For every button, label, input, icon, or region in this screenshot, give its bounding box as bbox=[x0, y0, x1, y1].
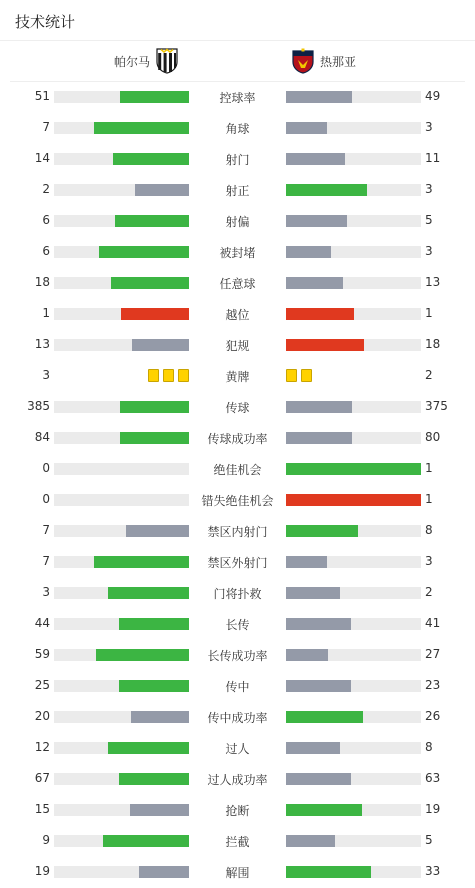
stat-row bbox=[0, 144, 475, 175]
away-bar-fill bbox=[286, 494, 421, 506]
stat-row bbox=[0, 547, 475, 578]
stat-label: 射偏 bbox=[225, 215, 250, 229]
away-bar-track bbox=[286, 339, 421, 351]
away-value: 2 bbox=[425, 368, 433, 382]
home-team bbox=[114, 41, 178, 81]
stat-row bbox=[0, 578, 475, 609]
stat-row bbox=[0, 206, 475, 237]
away-bar-fill bbox=[286, 308, 354, 320]
away-value: 18 bbox=[425, 337, 441, 351]
away-value: 5 bbox=[425, 213, 433, 227]
stat-row bbox=[0, 237, 475, 268]
away-bar-fill bbox=[286, 215, 347, 227]
away-bar-track bbox=[286, 463, 421, 475]
stat-label: 绝佳机会 bbox=[213, 463, 262, 477]
home-yellow-cards bbox=[148, 369, 189, 382]
home-bar-fill bbox=[96, 649, 189, 661]
stat-label: 射门 bbox=[225, 153, 250, 167]
away-bar-track bbox=[286, 711, 421, 723]
away-bar-track bbox=[286, 91, 421, 103]
home-value: 13 bbox=[34, 337, 50, 351]
home-bar-fill bbox=[135, 184, 189, 196]
stat-label: 门将扑救 bbox=[213, 587, 262, 601]
home-value: 51 bbox=[34, 89, 50, 103]
stat-label: 黄牌 bbox=[225, 370, 250, 384]
stat-row bbox=[0, 733, 475, 764]
away-team bbox=[292, 41, 356, 81]
home-bar-track bbox=[54, 587, 189, 599]
stat-label: 传球成功率 bbox=[207, 432, 268, 446]
home-bar-track bbox=[54, 153, 189, 165]
away-bar-fill bbox=[286, 866, 371, 878]
home-bar-track bbox=[54, 804, 189, 816]
stat-row bbox=[0, 609, 475, 640]
away-value: 1 bbox=[425, 306, 433, 320]
stat-label: 抢断 bbox=[225, 804, 250, 818]
home-value: 44 bbox=[34, 616, 50, 630]
home-value: 14 bbox=[34, 151, 50, 165]
away-bar-track bbox=[286, 618, 421, 630]
stat-label: 传中成功率 bbox=[207, 711, 268, 725]
home-bar-track bbox=[54, 215, 189, 227]
home-value: 20 bbox=[34, 709, 50, 723]
home-team-name: 帕尔马 bbox=[113, 54, 150, 69]
stat-row bbox=[0, 423, 475, 454]
yellow-card-icon bbox=[286, 369, 297, 382]
away-value: 2 bbox=[425, 585, 433, 599]
home-value: 2 bbox=[42, 182, 50, 196]
away-bar-fill bbox=[286, 525, 358, 537]
home-bar-fill bbox=[94, 556, 189, 568]
stat-row bbox=[0, 485, 475, 516]
stat-label: 禁区内射门 bbox=[207, 525, 268, 539]
away-value: 49 bbox=[425, 89, 441, 103]
stat-row bbox=[0, 82, 475, 113]
away-value: 3 bbox=[425, 182, 433, 196]
home-value: 3 bbox=[42, 585, 50, 599]
away-value: 1 bbox=[425, 492, 433, 506]
away-value: 27 bbox=[425, 647, 441, 661]
stat-label: 错失绝佳机会 bbox=[201, 494, 274, 508]
stat-label: 角球 bbox=[225, 122, 250, 136]
away-value: 8 bbox=[425, 523, 433, 537]
yellow-card-icon bbox=[301, 369, 312, 382]
away-bar-track bbox=[286, 308, 421, 320]
home-bar-fill bbox=[99, 246, 189, 258]
home-value: 15 bbox=[34, 802, 50, 816]
away-value: 41 bbox=[425, 616, 441, 630]
away-bar-fill bbox=[286, 773, 351, 785]
home-bar-track bbox=[54, 432, 189, 444]
away-bar-track bbox=[286, 649, 421, 661]
stat-label: 过人成功率 bbox=[207, 773, 268, 787]
away-bar-fill bbox=[286, 649, 328, 661]
home-bar-track bbox=[54, 742, 189, 754]
home-bar-fill bbox=[120, 432, 189, 444]
away-bar-fill bbox=[286, 153, 345, 165]
home-bar-fill bbox=[103, 835, 189, 847]
yellow-card-icon bbox=[148, 369, 159, 382]
home-bar-track bbox=[54, 711, 189, 723]
home-bar-fill bbox=[113, 153, 189, 165]
away-value: 26 bbox=[425, 709, 441, 723]
home-bar-fill bbox=[119, 618, 189, 630]
home-value: 0 bbox=[42, 461, 50, 475]
away-value: 80 bbox=[425, 430, 441, 444]
away-value: 33 bbox=[425, 864, 441, 878]
stat-label: 禁区外射门 bbox=[207, 556, 268, 570]
home-bar-track bbox=[54, 463, 189, 475]
away-bar-fill bbox=[286, 742, 340, 754]
stat-label: 拦截 bbox=[225, 835, 250, 849]
away-bar-track bbox=[286, 494, 421, 506]
home-value: 84 bbox=[34, 430, 50, 444]
away-value: 3 bbox=[425, 120, 433, 134]
stat-row bbox=[0, 795, 475, 826]
home-bar-track bbox=[54, 618, 189, 630]
stat-label: 传球 bbox=[225, 401, 250, 415]
home-bar-track bbox=[54, 401, 189, 413]
home-bar-fill bbox=[119, 680, 189, 692]
stat-label: 任意球 bbox=[219, 277, 256, 291]
away-bar-track bbox=[286, 587, 421, 599]
home-bar-fill bbox=[121, 308, 189, 320]
page-title: 技术统计 bbox=[15, 13, 76, 31]
away-bar-track bbox=[286, 122, 421, 134]
stat-row bbox=[0, 299, 475, 330]
away-bar-track bbox=[286, 866, 421, 878]
away-value: 11 bbox=[425, 151, 441, 165]
away-bar-fill bbox=[286, 835, 335, 847]
stat-label: 越位 bbox=[225, 308, 250, 322]
away-bar-fill bbox=[286, 804, 362, 816]
genoa-crest-icon bbox=[292, 48, 314, 74]
home-value: 25 bbox=[34, 678, 50, 692]
home-value: 59 bbox=[34, 647, 50, 661]
away-bar-fill bbox=[286, 587, 340, 599]
away-bar-fill bbox=[286, 91, 352, 103]
stat-row bbox=[0, 857, 475, 888]
away-bar-track bbox=[286, 556, 421, 568]
home-bar-track bbox=[54, 184, 189, 196]
away-bar-fill bbox=[286, 711, 363, 723]
stat-row bbox=[0, 671, 475, 702]
home-bar-fill bbox=[139, 866, 189, 878]
home-bar-track bbox=[54, 649, 189, 661]
home-value: 6 bbox=[42, 213, 50, 227]
stat-row bbox=[0, 392, 475, 423]
home-bar-track bbox=[54, 773, 189, 785]
away-bar-fill bbox=[286, 184, 367, 196]
home-bar-fill bbox=[108, 587, 189, 599]
home-bar-track bbox=[54, 91, 189, 103]
home-bar-fill bbox=[94, 122, 189, 134]
home-bar-fill bbox=[115, 215, 189, 227]
away-value: 19 bbox=[425, 802, 441, 816]
parma-crest-icon bbox=[156, 48, 178, 74]
stat-row bbox=[0, 268, 475, 299]
away-value: 1 bbox=[425, 461, 433, 475]
away-bar-track bbox=[286, 835, 421, 847]
away-bar-fill bbox=[286, 618, 351, 630]
stats-list bbox=[0, 82, 475, 888]
home-bar-fill bbox=[108, 742, 189, 754]
stat-label: 犯规 bbox=[225, 339, 250, 353]
home-bar-fill bbox=[132, 339, 189, 351]
home-bar-fill bbox=[111, 277, 189, 289]
away-bar-fill bbox=[286, 122, 327, 134]
home-bar-fill bbox=[130, 804, 189, 816]
home-bar-track bbox=[54, 525, 189, 537]
away-bar-track bbox=[286, 525, 421, 537]
home-bar-fill bbox=[131, 711, 189, 723]
away-bar-track bbox=[286, 742, 421, 754]
away-value: 63 bbox=[425, 771, 441, 785]
home-bar-track bbox=[54, 866, 189, 878]
home-bar-track bbox=[54, 246, 189, 258]
away-value: 375 bbox=[425, 399, 448, 413]
home-bar-fill bbox=[120, 401, 189, 413]
home-bar-fill bbox=[120, 91, 189, 103]
away-bar-fill bbox=[286, 277, 343, 289]
home-value: 7 bbox=[42, 523, 50, 537]
yellow-card-icon bbox=[178, 369, 189, 382]
away-bar-track bbox=[286, 277, 421, 289]
away-bar-track bbox=[286, 184, 421, 196]
stat-label: 过人 bbox=[225, 742, 250, 756]
stat-label: 控球率 bbox=[219, 91, 256, 105]
home-value: 7 bbox=[42, 554, 50, 568]
away-team-name: 热那亚 bbox=[320, 54, 357, 69]
away-bar-track bbox=[286, 215, 421, 227]
teams-bar bbox=[10, 41, 465, 82]
home-bar-track bbox=[54, 308, 189, 320]
away-bar-fill bbox=[286, 680, 351, 692]
home-bar-fill bbox=[119, 773, 189, 785]
away-bar-fill bbox=[286, 246, 331, 258]
home-bar-track bbox=[54, 680, 189, 692]
home-value: 6 bbox=[42, 244, 50, 258]
away-bar-track bbox=[286, 153, 421, 165]
stat-label: 传中 bbox=[225, 680, 250, 694]
away-bar-track bbox=[286, 773, 421, 785]
stat-label: 长传 bbox=[225, 618, 250, 632]
stat-row bbox=[0, 516, 475, 547]
stat-row bbox=[0, 764, 475, 795]
away-value: 5 bbox=[425, 833, 433, 847]
stat-row bbox=[0, 361, 475, 392]
away-bar-track bbox=[286, 246, 421, 258]
away-bar-fill bbox=[286, 339, 364, 351]
away-yellow-cards bbox=[286, 369, 312, 382]
stat-row bbox=[0, 330, 475, 361]
stat-row bbox=[0, 454, 475, 485]
away-bar-track bbox=[286, 401, 421, 413]
home-value: 7 bbox=[42, 120, 50, 134]
stat-label: 长传成功率 bbox=[207, 649, 268, 663]
home-value: 1 bbox=[42, 306, 50, 320]
away-bar-track bbox=[286, 432, 421, 444]
stat-label: 解围 bbox=[225, 866, 250, 880]
home-bar-track bbox=[54, 122, 189, 134]
away-value: 13 bbox=[425, 275, 441, 289]
home-value: 12 bbox=[34, 740, 50, 754]
home-bar-track bbox=[54, 556, 189, 568]
stat-row bbox=[0, 826, 475, 857]
home-bar-track bbox=[54, 494, 189, 506]
home-bar-track bbox=[54, 339, 189, 351]
home-bar-fill bbox=[126, 525, 189, 537]
home-bar-track bbox=[54, 277, 189, 289]
yellow-card-icon bbox=[163, 369, 174, 382]
away-bar-fill bbox=[286, 556, 327, 568]
away-value: 23 bbox=[425, 678, 441, 692]
stats-header bbox=[0, 0, 475, 41]
stat-row bbox=[0, 640, 475, 671]
stat-row bbox=[0, 113, 475, 144]
home-value: 19 bbox=[34, 864, 50, 878]
away-bar-fill bbox=[286, 463, 421, 475]
away-bar-fill bbox=[286, 401, 352, 413]
away-value: 8 bbox=[425, 740, 433, 754]
away-bar-track bbox=[286, 680, 421, 692]
home-bar-track bbox=[54, 835, 189, 847]
stat-row bbox=[0, 702, 475, 733]
home-value: 0 bbox=[42, 492, 50, 506]
home-value: 67 bbox=[34, 771, 50, 785]
away-value: 3 bbox=[425, 554, 433, 568]
home-value: 385 bbox=[27, 399, 50, 413]
stat-label: 被封堵 bbox=[219, 246, 256, 260]
home-value: 18 bbox=[34, 275, 50, 289]
away-bar-fill bbox=[286, 432, 352, 444]
away-bar-track bbox=[286, 804, 421, 816]
away-value: 3 bbox=[425, 244, 433, 258]
home-value: 3 bbox=[42, 368, 50, 382]
home-value: 9 bbox=[42, 833, 50, 847]
stat-row bbox=[0, 175, 475, 206]
stat-label: 射正 bbox=[225, 184, 250, 198]
